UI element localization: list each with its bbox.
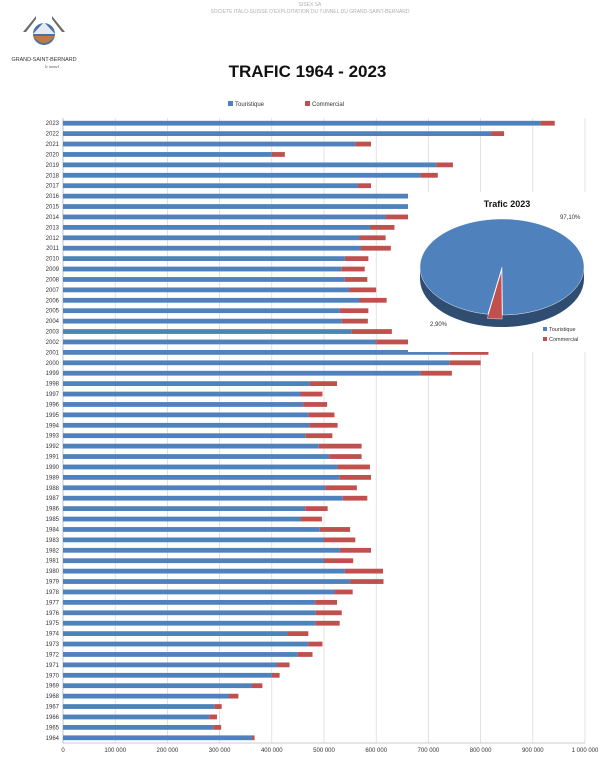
bar-touristique-2006 [63,298,359,303]
bar-touristique-1996 [63,402,303,407]
bar-touristique-1993 [63,433,305,438]
bar-commercial-2010 [345,256,368,261]
bar-touristique-1997 [63,392,301,397]
logo-brand-text: GRAND-SAINT-BERNARD [11,57,77,63]
x-tick-label: 600 000 [365,748,388,754]
bar-touristique-2012 [63,235,359,240]
year-label: 2008 [45,277,59,284]
x-tick-label: 500 000 [313,748,335,754]
bar-commercial-1964 [252,735,255,740]
bar-commercial-2000 [449,360,480,365]
year-label: 2002 [45,339,59,346]
bar-commercial-1984 [320,527,350,532]
bar-commercial-1989 [340,475,371,480]
bar-commercial-1968 [229,694,238,699]
legend-swatch-touristique [228,101,233,106]
bar-touristique-2015 [63,204,414,209]
bar-commercial-1977 [315,600,337,605]
year-label: 2019 [45,162,59,169]
company-fullname: SOCIETE ITALO-SUISSE D'EXPLOITATION DU TUNNEL DU GRAND-SAINT-BERNARD [210,9,410,15]
bar-touristique-1971 [63,662,277,667]
year-label: 2015 [45,204,59,211]
bar-touristique-1999 [63,371,421,376]
bar-touristique-1988 [63,485,326,490]
year-label: 1968 [45,694,59,701]
bar-commercial-1976 [316,610,342,615]
year-label: 1998 [45,381,59,388]
bar-commercial-2014 [386,215,409,220]
year-label: 1992 [45,444,59,451]
pie-label-commercial: 2,90% [430,322,448,328]
year-label: 2022 [45,131,59,138]
year-label: 1976 [45,610,59,617]
bar-commercial-1988 [326,485,357,490]
year-label: 1973 [45,642,59,649]
chart-title: TRAFIC 1964 - 2023 [228,62,387,81]
x-tick-label: 0 [61,748,65,754]
bar-touristique-2000 [63,360,449,365]
bar-touristique-2010 [63,256,345,261]
bar-commercial-2009 [341,267,364,272]
bar-touristique-2002 [63,340,376,345]
year-label: 1974 [45,631,59,638]
bar-commercial-1994 [309,423,337,428]
bar-touristique-1990 [63,465,338,470]
bar-touristique-2009 [63,267,341,272]
bar-commercial-2019 [436,162,453,167]
year-label: 2005 [45,308,59,315]
year-label: 1979 [45,579,59,586]
bar-commercial-1990 [338,465,370,470]
bar-commercial-2017 [358,183,371,188]
bar-touristique-1978 [63,590,334,595]
year-label: 2018 [45,173,59,180]
bar-commercial-1979 [350,579,383,584]
year-label: 1981 [45,558,59,565]
year-label: 2023 [45,121,59,128]
bar-commercial-1996 [303,402,327,407]
year-label: 1993 [45,433,59,440]
bar-touristique-1982 [63,548,340,553]
bar-commercial-2008 [345,277,367,282]
year-label: 1986 [45,506,59,513]
year-label: 2000 [45,360,59,367]
year-label: 2010 [45,256,59,263]
bar-commercial-2012 [359,235,385,240]
year-label: 1965 [45,725,59,732]
bar-commercial-2005 [340,308,369,313]
bar-commercial-1981 [324,558,353,563]
bar-touristique-1966 [63,715,209,720]
logo-tagline-text: le tunnel [45,64,59,69]
year-label: 1996 [45,402,59,409]
bar-touristique-2007 [63,287,349,292]
year-label: 2007 [45,287,59,294]
bar-touristique-1964 [63,735,252,740]
bar-touristique-2003 [63,329,352,334]
bar-commercial-2011 [361,246,391,251]
year-label: 1987 [45,496,59,503]
bar-touristique-1986 [63,506,305,511]
year-label: 1984 [45,527,59,534]
bar-commercial-1987 [343,496,368,501]
year-label: 2016 [45,194,59,201]
legend-label-commercial: Commercial [312,102,345,108]
bar-commercial-2007 [349,287,376,292]
chart-legend [228,101,344,108]
bar-commercial-2003 [352,329,392,334]
bar-touristique-1991 [63,454,329,459]
year-label: 1966 [45,714,59,721]
bar-commercial-1985 [301,517,322,522]
bar-touristique-1995 [63,412,308,417]
year-label: 1994 [45,423,59,430]
bar-commercial-2023 [541,121,555,126]
pie-legend-label-touristique: Touristique [549,327,576,333]
bar-commercial-2004 [342,319,368,324]
bar-touristique-2001 [63,350,449,355]
bar-touristique-2020 [63,152,272,157]
bar-touristique-2005 [63,308,340,313]
year-label: 1964 [45,735,59,742]
bar-commercial-1986 [305,506,327,511]
bar-commercial-1970 [272,673,280,678]
year-label: 2020 [45,152,59,159]
x-tick-label: 700 000 [417,748,440,754]
year-label: 1982 [45,548,59,555]
bar-touristique-2014 [63,215,386,220]
bar-touristique-2023 [63,121,541,126]
bar-touristique-2011 [63,246,361,251]
bar-touristique-2004 [63,319,342,324]
pie-legend-swatch-touristique [543,327,547,331]
bar-touristique-1967 [63,704,214,709]
bar-touristique-2021 [63,142,355,147]
bar-commercial-1998 [310,381,337,386]
bar-touristique-2008 [63,277,345,282]
pie-legend-label-commercial: Commercial [549,337,579,343]
bar-touristique-1984 [63,527,320,532]
bar-touristique-2016 [63,194,428,199]
bar-commercial-1997 [301,392,323,397]
bar-commercial-2006 [359,298,386,303]
bar-touristique-1985 [63,517,301,522]
year-label: 1983 [45,537,59,544]
bar-commercial-1982 [340,548,371,553]
year-label: 2012 [45,235,59,242]
x-tick-label: 800 000 [469,748,492,754]
bar-touristique-2018 [63,173,421,178]
bar-commercial-1974 [287,631,308,636]
bar-commercial-1972 [298,652,313,657]
bar-commercial-2020 [272,152,285,157]
bar-commercial-1966 [209,715,217,720]
bar-touristique-1974 [63,631,287,636]
bar-touristique-2013 [63,225,370,230]
year-label: 1995 [45,412,59,419]
bar-touristique-1979 [63,579,350,584]
year-labels [46,121,60,742]
bar-touristique-1980 [63,569,345,574]
legend-label-touristique: Touristique [235,102,265,108]
pie-legend-swatch-commercial [543,337,547,341]
year-label: 2006 [45,298,59,305]
bar-commercial-1965 [213,725,221,730]
bar-touristique-2019 [63,162,436,167]
year-label: 1975 [45,621,59,628]
year-label: 2003 [45,329,59,336]
bar-touristique-1973 [63,642,308,647]
year-label: 2011 [46,246,59,253]
pie-chart-2023 [408,192,596,352]
year-label: 2013 [45,225,59,232]
bar-commercial-1993 [305,433,332,438]
year-label: 2004 [45,319,59,326]
year-label: 1978 [45,589,59,596]
bar-commercial-2018 [421,173,438,178]
bar-commercial-1971 [277,662,290,667]
x-tick-label: 900 000 [521,748,544,754]
bar-touristique-1965 [63,725,213,730]
bar-touristique-2017 [63,183,358,188]
pie-title: Trafic 2023 [483,199,531,209]
bar-commercial-1973 [308,642,322,647]
bar-touristique-1969 [63,683,252,688]
pie-label-touristique: 97,10% [560,215,581,221]
bar-touristique-1983 [63,537,324,542]
year-label: 2017 [45,183,59,190]
bar-commercial-1999 [421,371,452,376]
bar-commercial-2022 [491,131,504,136]
bar-touristique-1977 [63,600,315,605]
bar-touristique-1972 [63,652,298,657]
company-name: SISEX SA [298,2,322,8]
year-label: 1990 [45,464,59,471]
year-label: 1988 [45,485,59,492]
bar-commercial-1980 [345,569,383,574]
year-label: 1967 [45,704,59,711]
bar-touristique-1989 [63,475,340,480]
year-label: 1997 [45,392,59,399]
year-label: 1971 [45,662,59,669]
x-tick-label: 400 000 [260,748,283,754]
year-label: 2001 [45,350,59,357]
bar-touristique-1970 [63,673,272,678]
year-label: 2009 [45,267,59,274]
bar-commercial-1978 [334,590,352,595]
year-label: 1999 [45,371,59,378]
x-tick-label: 200 000 [156,748,179,754]
x-tick-label: 300 000 [208,748,231,754]
x-tick-label: 1 000 000 [571,748,599,754]
legend-swatch-commercial [305,101,310,106]
year-label: 1977 [45,600,59,607]
year-label: 1970 [45,673,59,680]
year-label: 2014 [45,214,59,221]
bar-commercial-1975 [316,621,340,626]
bar-touristique-1987 [63,496,343,501]
bar-commercial-1969 [252,683,262,688]
bar-commercial-1991 [329,454,361,459]
x-tick-label: 100 000 [104,748,127,754]
bar-touristique-1992 [63,444,319,449]
bar-commercial-1992 [319,444,362,449]
bar-touristique-1976 [63,610,316,615]
x-axis-labels [61,748,599,754]
year-label: 1980 [45,569,59,576]
bar-commercial-2021 [355,142,371,147]
bar-touristique-1981 [63,558,324,563]
year-label: 2021 [45,142,59,149]
year-label: 1969 [45,683,59,690]
year-label: 1985 [45,517,59,524]
year-label: 1972 [45,652,59,659]
bar-touristique-1998 [63,381,310,386]
bar-commercial-1995 [308,412,334,417]
bar-commercial-1983 [324,537,355,542]
bar-touristique-1975 [63,621,316,626]
bar-commercial-2013 [370,225,395,230]
bar-touristique-2022 [63,131,491,136]
bar-touristique-1968 [63,694,229,699]
bar-touristique-1994 [63,423,309,428]
year-label: 1989 [45,475,59,482]
year-label: 1991 [45,454,59,461]
bar-commercial-1967 [214,704,221,709]
